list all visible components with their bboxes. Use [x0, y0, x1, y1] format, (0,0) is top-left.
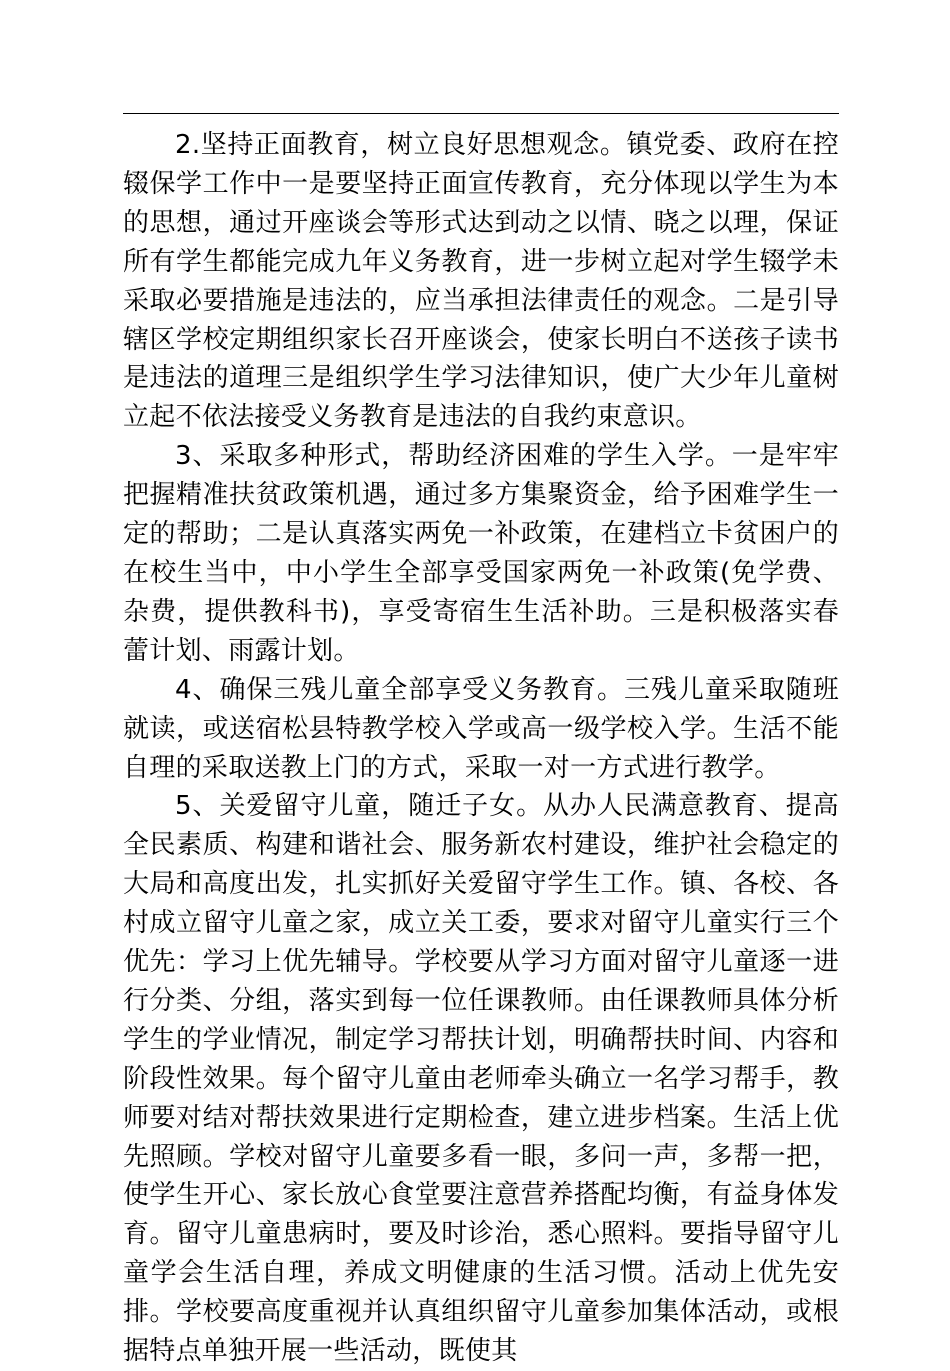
document-body [123, 126, 839, 1371]
paragraph-5-left-behind-children: 5、关爱留守儿童，随迁子女。从办人民满意教育、提高全民素质、构建和谐社会、服务新农村建设，维护社会稳定的大局和高度出发，扎实抓好关爱留守学生工作。镇、各校、各村成立留守儿童之家，成立关工委，要求对留守儿童实行三个优先：学习上优先辅导。学校要从学习方面对留守儿童逐一进行分类、分组，落实到每一位任课教师。由任课教师具体分析学生的学业情况，制定学习帮扶计划，明确帮扶时间、内容和阶段性效果。每个留守儿童由老师牵头确立一名学习帮手，教师要对结对帮扶效果进行定期检查，建立进步档案。生活上优先照顾。学校对留守儿童要多看一眼，多问一声，多帮一把，使学生开心、家长放心食堂要注意营养搭配均衡，有益身体发育。留守儿童患病时，要及时诊治，悉心照料。要指导留守儿童学会生活自理，养成文明健康的生活习惯。活动上优先安排。学校要高度重视并认真组织留守儿童参加集体活动，或根据特点单独开展一些活动，既使其 [123, 791, 839, 1367]
paragraph-2-positive-education: 2.坚持正面教育，树立良好思想观念。镇党委、政府在控辍保学工作中一是要坚持正面宣传教育，充分体现以学生为本的思想，通过开座谈会等形式达到动之以情、晓之以理，保证所有学生都能完成九年义务教育，进一步树立起对学生辍学未采取必要措施是违法的，应当承担法律责任的观念。二是引导辖区学校定期组织家长召开座谈会，使家长明白不送孩子读书是违法的道理三是组织学生学习法律知识，使广大少年儿童树立起不依法接受义务教育是违法的自我约束意识。 [123, 130, 839, 433]
paragraph-4-disabled-children: 4、确保三残儿童全部享受义务教育。三残儿童采取随班就读，或送宿松县特教学校入学或高一级学校入学。生活不能自理的采取送教上门的方式，采取一对一方式进行教学。 [123, 674, 839, 783]
header-rule [123, 113, 839, 114]
paragraph-3-financial-aid: 3、采取多种形式，帮助经济困难的学生入学。一是牢牢把握精准扶贫政策机遇，通过多方集聚资金，给予困难学生一定的帮助；二是认真落实两免一补政策，在建档立卡贫困户的在校生当中，中小学生全部享受国家两免一补政策(免学费、杂费，提供教科书)，享受寄宿生生活补助。三是积极落实春蕾计划、雨露计划。 [123, 441, 839, 666]
